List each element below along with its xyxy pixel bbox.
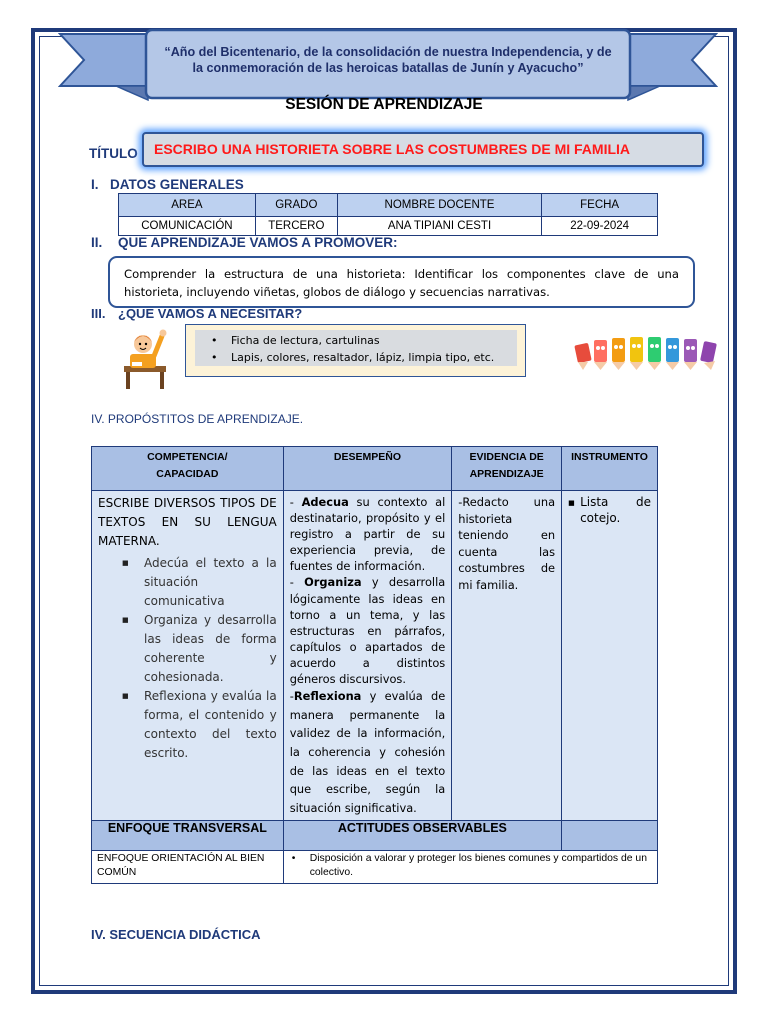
section-label: DATOS GENERALES: [110, 177, 244, 192]
materiales-list: [195, 330, 517, 366]
dash: -: [289, 689, 294, 704]
enfoque-header-row: [92, 821, 658, 851]
capacidades-list: [98, 554, 277, 763]
list-item: ■ Organiza y desarrolla las ideas de forma coherente y cohesionada.: [122, 611, 277, 687]
list-item: • Ficha de lectura, cartulinas: [209, 332, 517, 349]
cell-desempeno: [283, 491, 452, 821]
banner-line-1: “Año del Bicentenario, de la consolidación de nuestra Independencia, y de: [164, 45, 612, 59]
header-evidencia-line2: APRENDIZAJE: [469, 468, 544, 480]
desempeno-text: y evalúa de manera permanente la validez de la información, la coherencia y cohesión de las ideas en el texto que escribe, según la situación significativa.: [289, 689, 446, 815]
table-header-row: [119, 194, 658, 217]
table-row: [92, 851, 658, 884]
desempeno-adecua: [290, 494, 446, 574]
page-title: SESIÓN DE APRENDIZAJE: [285, 96, 483, 113]
titulo-value: ESCRIBO UNA HISTORIETA SOBRE LAS COSTUMBRES DE MI FAMILIA: [154, 141, 631, 157]
banner-line-2: la conmemoración de las heroicas batallas de Junín y Ayacucho”: [192, 61, 584, 75]
list-item: ■ Reflexiona y evalúa la forma, el contenido y contexto del texto escrito.: [122, 687, 277, 763]
header-area: AREA: [119, 194, 256, 217]
aprendizaje-box: Comprender la estructura de una historieta: Identificar los componentes clave de una historieta, incluyendo viñetas, globos de diálogo y secuencias narrativas.: [108, 256, 695, 308]
header-actitudes: ACTITUDES OBSERVABLES: [283, 821, 561, 851]
table-row: [119, 217, 658, 236]
dash: -: [289, 495, 302, 509]
banner-ribbon: [58, 28, 718, 106]
header-empty: [562, 821, 658, 851]
cell-enfoque-name: ENFOQUE ORIENTACIÓN AL BIEN COMÚN: [92, 851, 284, 884]
cell-docente: ANA TIPIANI CESTI: [337, 217, 541, 236]
desempeno-organiza: [290, 574, 446, 687]
banner-text: [153, 44, 623, 76]
header-desempeno: DESEMPEÑO: [283, 447, 452, 491]
competencia-text: ESCRIBE DIVERSOS TIPOS DE TEXTOS EN SU LENGUA MATERNA.: [98, 496, 277, 548]
materiales-list-container: [195, 330, 517, 366]
header-enfoque: ENFOQUE TRANSVERSAL: [92, 821, 284, 851]
cell-evidencia: -Redacto una historieta teniendo en cuenta las costumbres de mi familia.: [452, 491, 562, 821]
cell-fecha: 22-09-2024: [542, 217, 658, 236]
list-item: ■ Adecúa el texto a la situación comunicativa: [122, 554, 277, 611]
materiales-box: [185, 324, 526, 377]
header-competencia-line1: COMPETENCIA/: [147, 451, 228, 463]
table-header-row: [92, 447, 658, 491]
header-competencia: [92, 447, 284, 491]
cell-area: COMUNICACIÓN: [119, 217, 256, 236]
header-instrumento: INSTRUMENTO: [562, 447, 658, 491]
cell-instrumento: [562, 491, 658, 821]
cell-competencia: [92, 491, 284, 821]
section-heading-secuencia: IV. SECUENCIA DIDÁCTICA: [91, 927, 261, 942]
titulo-box: [142, 132, 704, 167]
section-heading-datos: [91, 177, 244, 192]
section-label: QUE APRENDIZAJE VAMOS A PROMOVER:: [118, 235, 398, 250]
dash: -: [289, 575, 305, 590]
section-heading-propositos: IV. PROPÓSTITOS DE APRENDIZAJE.: [91, 412, 304, 426]
desempeno-text: su contexto al destinatario, propósito y el registro a partir de su experiencia previa, de fuentes de información.: [289, 495, 446, 574]
desempeno-text: y desarrolla lógicamente las ideas en torno a un tema, y las estructuras en párrafos, capítulos o apartados de acuerdo a distintos géneros discursivos.: [289, 575, 446, 687]
section-heading-materiales: [91, 306, 302, 321]
cell-grado: TERCERO: [255, 217, 337, 236]
propositos-table: [91, 446, 658, 884]
section-number: I.: [91, 177, 99, 192]
datos-generales-table: [118, 193, 658, 236]
student-raising-hand-icon: [116, 326, 174, 390]
header-fecha: FECHA: [542, 194, 658, 217]
bold-term: Reflexiona: [293, 689, 362, 704]
header-grado: GRADO: [255, 194, 337, 217]
header-evidencia: [452, 447, 562, 491]
desempeno-reflexiona: [290, 687, 446, 817]
titulo-label: TÍTULO: [89, 146, 138, 161]
instrumento-item: ■ Lista de cotejo.: [568, 494, 651, 526]
section-heading-aprendizaje: [91, 235, 398, 250]
header-evidencia-line1: EVIDENCIA DE: [469, 451, 544, 463]
section-number: II.: [91, 235, 103, 250]
header-docente: NOMBRE DOCENTE: [337, 194, 541, 217]
list-item: • Lapis, colores, resaltador, lápiz, limpia tipo, etc.: [209, 349, 517, 366]
table-row: [92, 491, 658, 821]
cell-actitud: • Disposición a valorar y proteger los bienes comunes y compartidos de un colectivo.: [283, 851, 657, 884]
colored-pencils-icon: [572, 330, 722, 372]
header-competencia-line2: CAPACIDAD: [156, 468, 219, 480]
section-number: III.: [91, 306, 106, 321]
bold-term: Organiza: [304, 575, 362, 590]
section-label: ¿QUE VAMOS A NECESITAR?: [118, 306, 303, 321]
bold-term: Adecua: [301, 495, 349, 509]
